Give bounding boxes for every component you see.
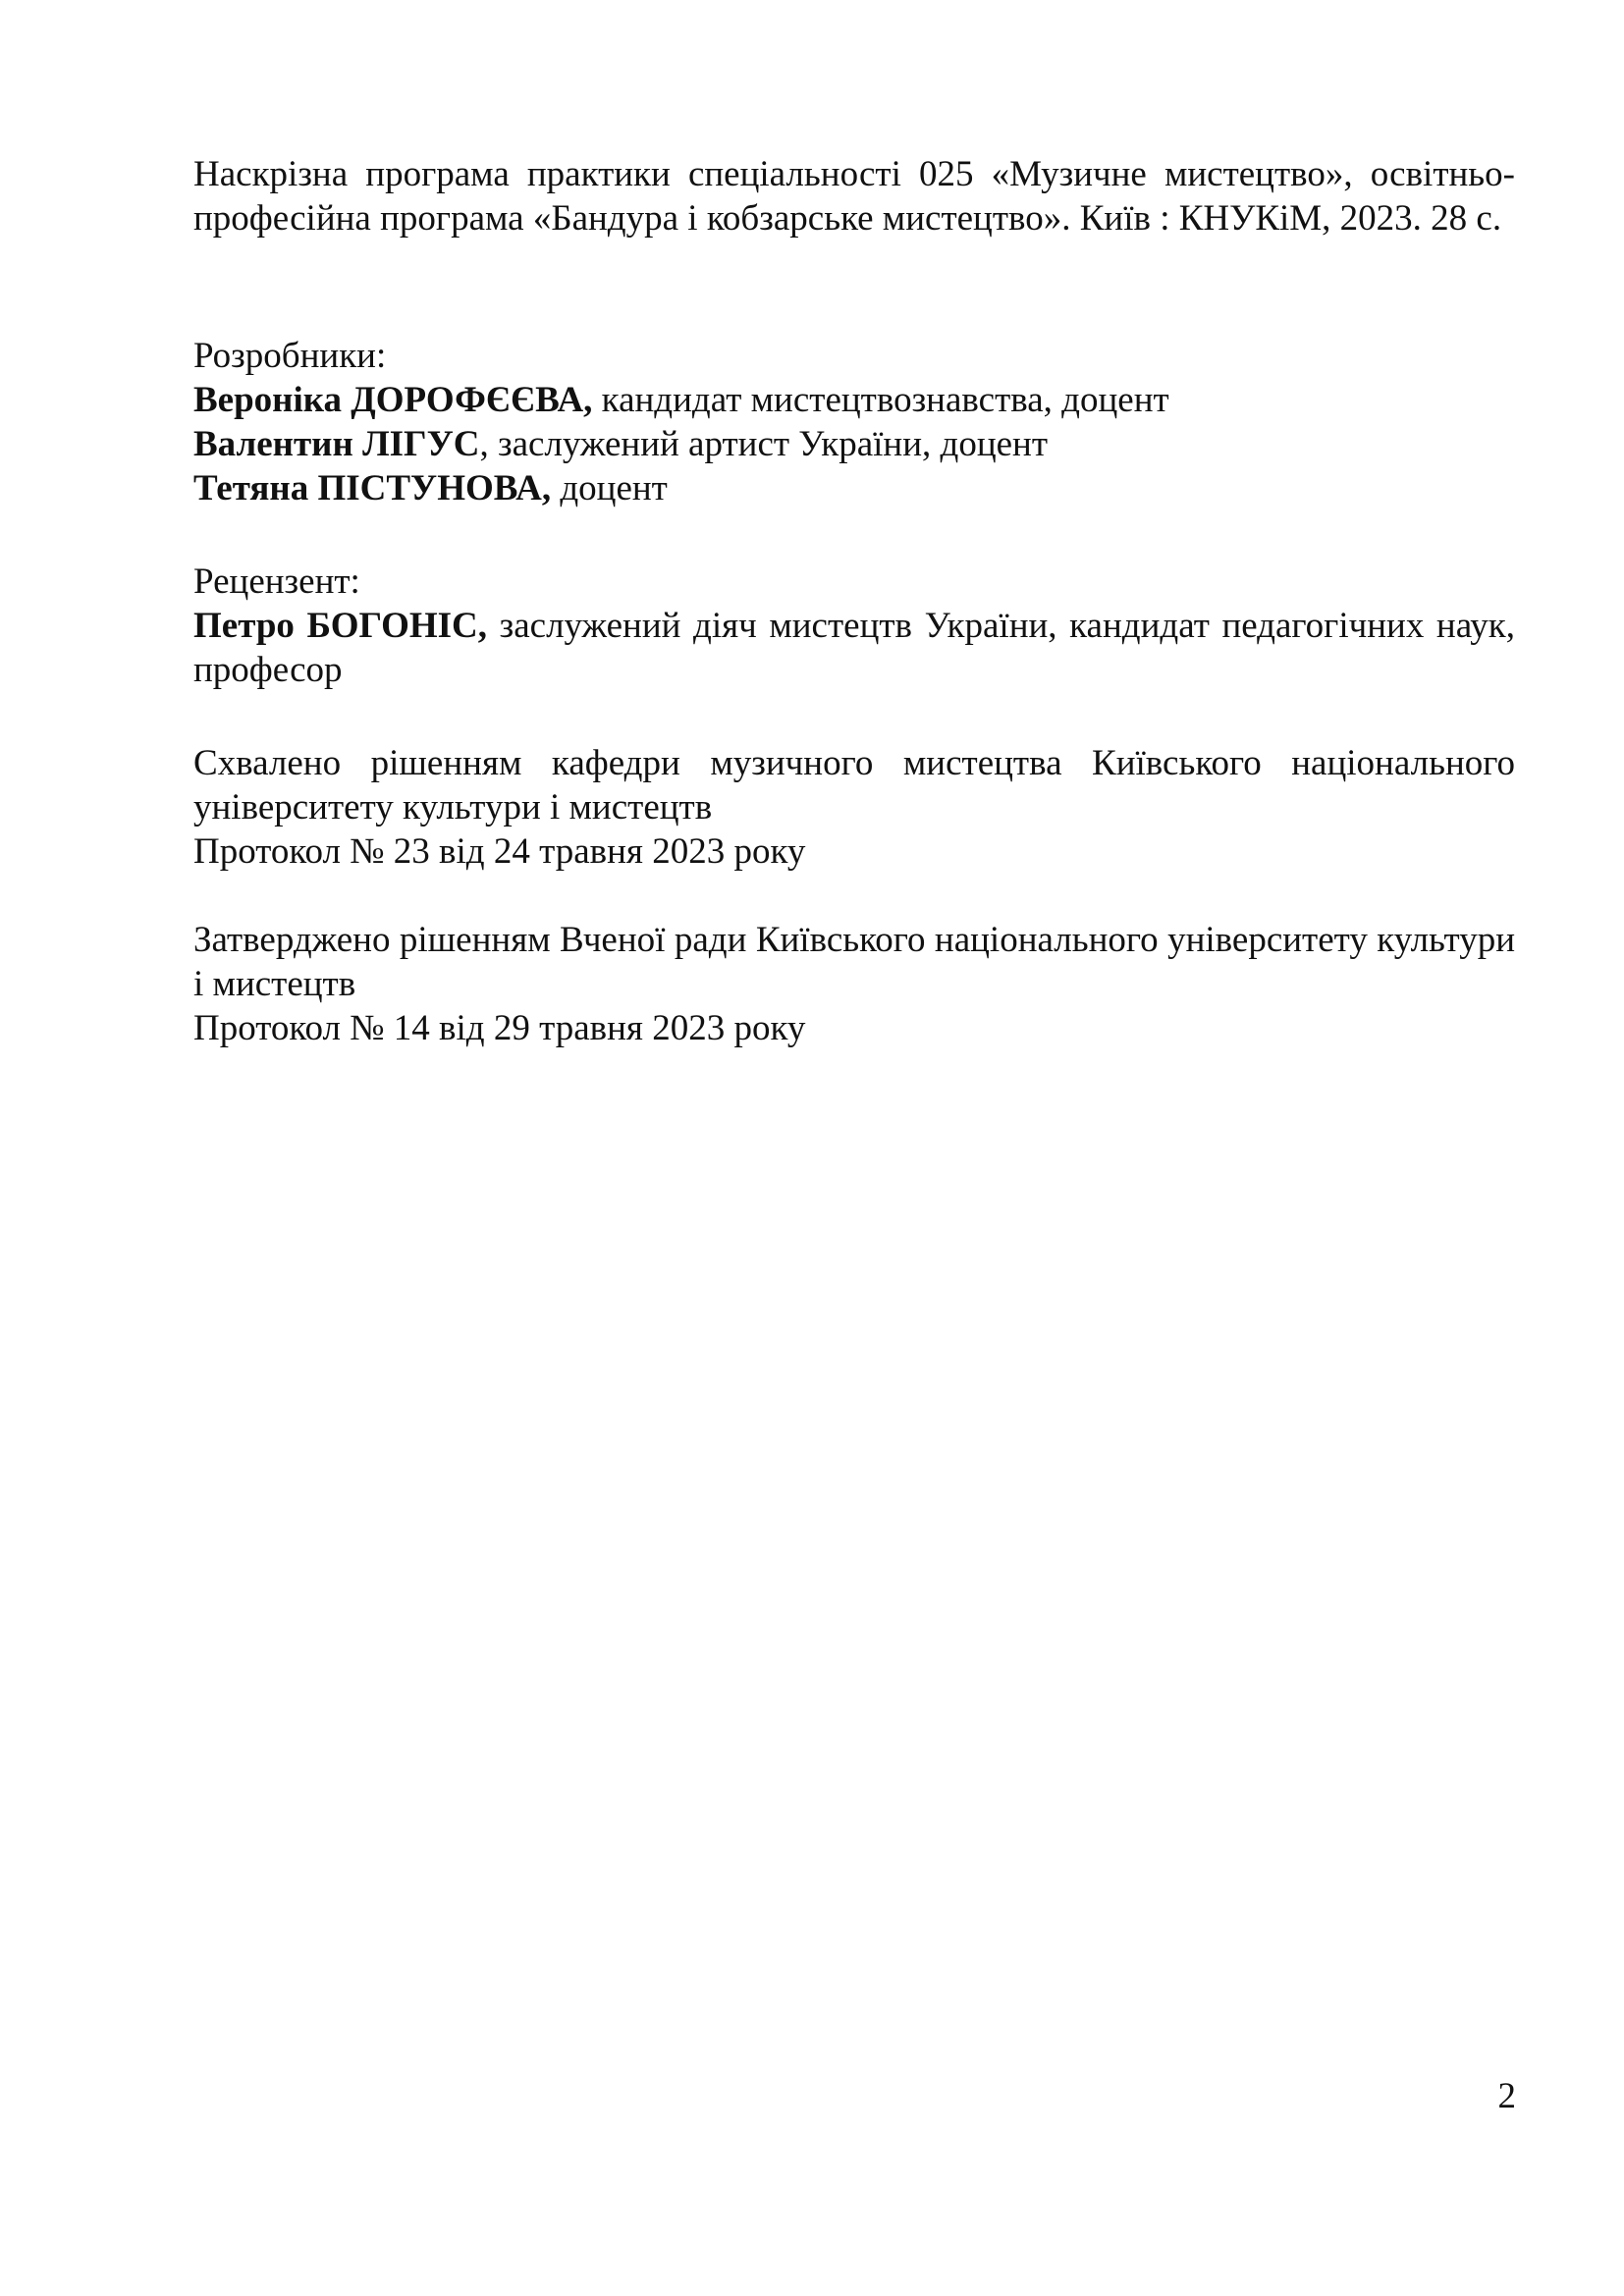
- council-approval-text: Затверджено рішенням Вченої ради Київського національного університету культури і мистецтв: [193, 920, 1515, 1004]
- developer-name: Тетяна ПІСТУНОВА,: [193, 468, 552, 508]
- developer-name: Валентин ЛІГУС: [193, 424, 480, 464]
- developers-section: [193, 334, 1515, 510]
- developer-role: , заслужений артист України, доцент: [479, 424, 1049, 464]
- developer-entry: [193, 466, 1515, 510]
- page-number: 2: [1497, 2076, 1516, 2116]
- developer-entry: [193, 422, 1515, 466]
- developer-role: доцент: [551, 468, 668, 508]
- reviewer-entry: [193, 604, 1515, 692]
- department-approval-text: Схвалено рішенням кафедри музичного мистецтва Київського національного університету культури і мистецтв: [193, 743, 1515, 828]
- reviewer-label: Рецензент:: [193, 561, 360, 602]
- citation-text: Наскрізна програма практики спеціальності 025 «Музичне мистецтво», освітньо-професійна програма «Бандура і кобзарське мистецтво». Київ : КНУКіМ, 2023. 28 с.: [193, 154, 1515, 239]
- developer-name: Вероніка ДОРОФЄЄВА,: [193, 380, 593, 420]
- reviewer-role: заслужений діяч мистецтв України, кандидат педагогічних наук, професор: [193, 606, 1515, 690]
- department-protocol: Протокол № 23 від 24 травня 2023 року: [193, 831, 806, 872]
- citation-paragraph: [193, 152, 1515, 240]
- reviewer-name: Петро БОГОНІС,: [193, 606, 488, 646]
- reviewer-section: [193, 560, 1515, 692]
- developers-label: Розробники:: [193, 336, 387, 376]
- developer-role: кандидат мистецтвознавства, доцент: [592, 380, 1169, 420]
- department-approval-section: [193, 741, 1515, 874]
- council-protocol: Протокол № 14 від 29 травня 2023 року: [193, 1008, 806, 1048]
- council-approval-section: [193, 918, 1515, 1050]
- developer-entry: [193, 378, 1515, 422]
